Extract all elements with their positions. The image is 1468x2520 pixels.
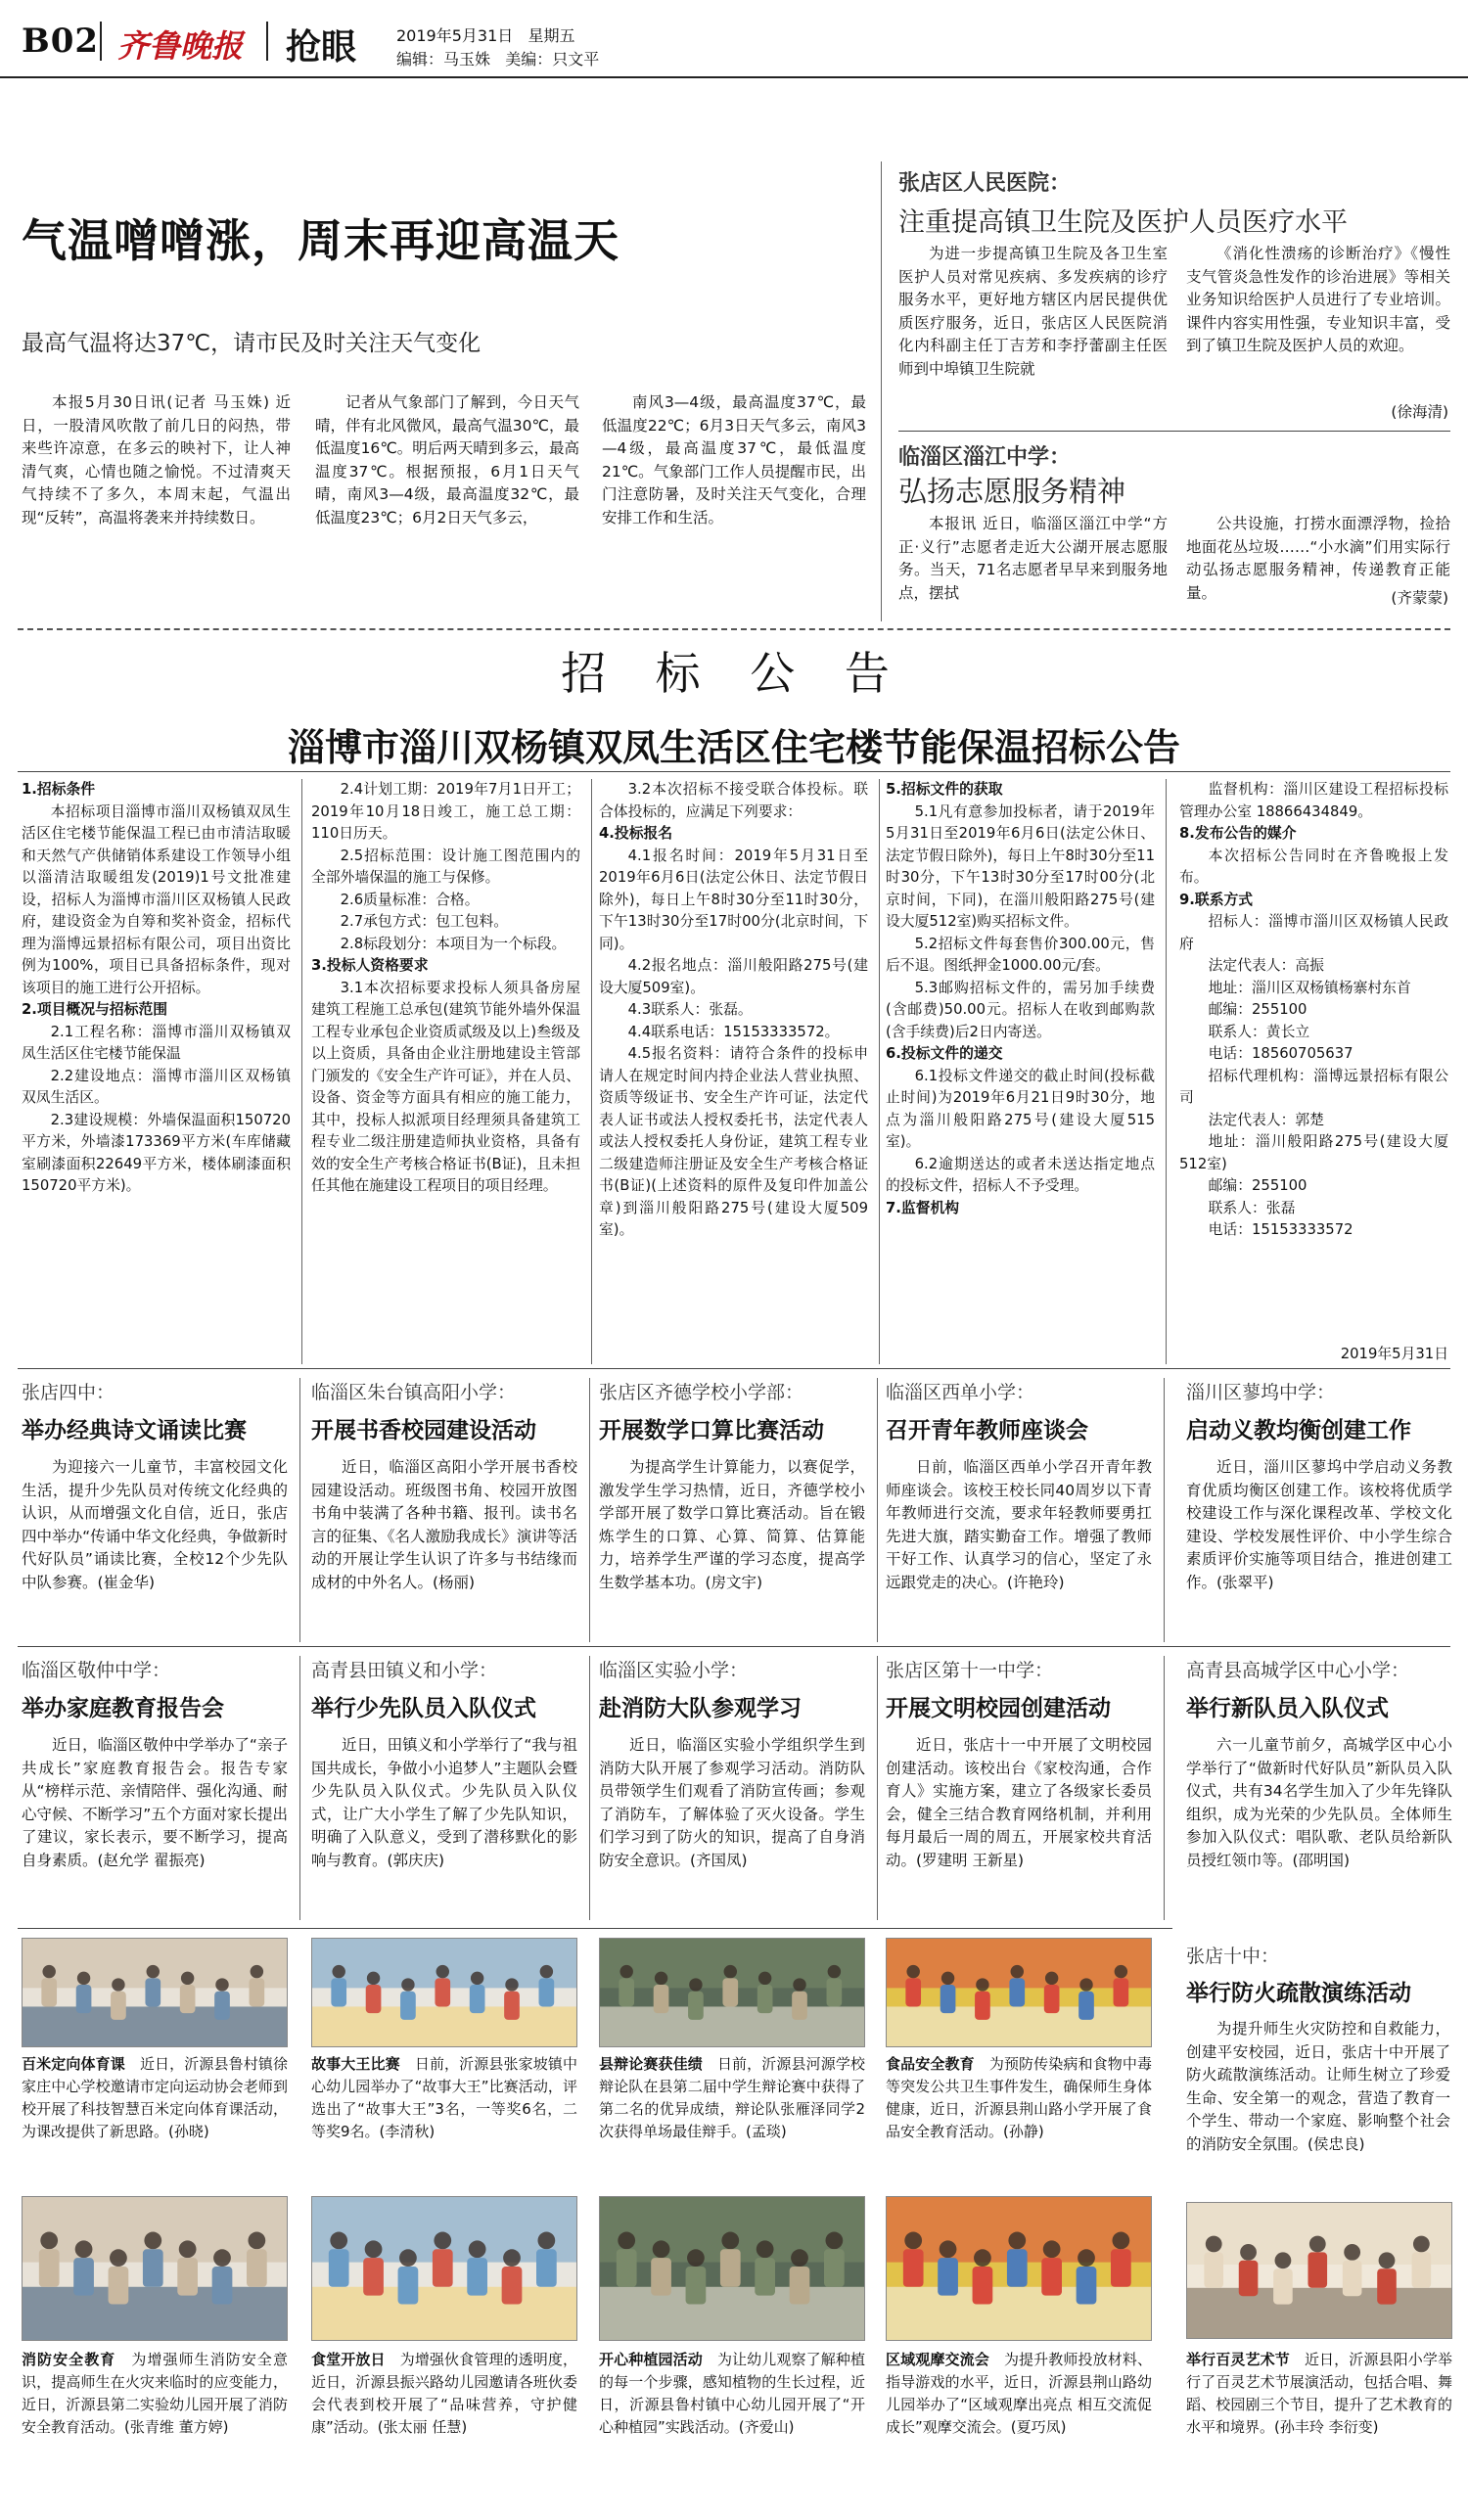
tender-paragraph: 电话：18560705637: [1208, 1045, 1353, 1062]
column-divider: [1164, 1378, 1165, 1642]
caption-text: 为增强伙食管理的透明度，近日，沂源县振兴路幼儿园邀请各班伙委会代表到校开展了“品味营养，守护健康”活动。: [311, 2351, 577, 2436]
tender-paragraph: 本次招标公告同时在齐鲁晚报上发布。: [1179, 847, 1448, 886]
divider-line: [898, 431, 1450, 432]
tender-title: 招 标 公 告: [561, 647, 907, 700]
column-divider: [877, 1656, 878, 1920]
tender-paragraph: 2.1工程名称：淄博市淄川双杨镇双凤生活区住宅楼节能保温: [22, 1023, 291, 1062]
tender-paragraph: 4.1报名时间：2019年5月31日至2019年6月6日(法定公休日、法定节假日除外)，每日上午8时30分至11时30分，下午13时30分至17时00分(北京时间，下同)。: [599, 847, 868, 952]
tender-section-heading: 4.投标报名: [599, 825, 673, 842]
brief-org: 张店区第十一中学：: [886, 1660, 1054, 1681]
tender-col-2: [311, 779, 580, 1366]
header-editor-line: 编辑：马玉姝 美编：只文平: [396, 50, 600, 69]
column-divider: [879, 779, 880, 1364]
brief-text: [22, 1734, 288, 1914]
tender-col-1: [22, 779, 291, 1366]
caption-spacer: [989, 2351, 1004, 2368]
caption-title: 县辩论赛获佳绩: [599, 2055, 703, 2073]
photo: [886, 1938, 1152, 2047]
tender-paragraph: 4.3联系人：张磊。: [627, 1001, 753, 1018]
brief-headline: 举办经典诗文诵读比赛: [22, 1418, 247, 1443]
tender-paragraph: 4.2报名地点：淄川般阳路275号(建设大厦509室)。: [599, 957, 868, 996]
tender-section-heading: 6.投标文件的递交: [886, 1045, 1003, 1062]
photo-image: [600, 1939, 865, 2047]
tender-paragraph: 监督机构：淄川区建设工程招标投标管理办公室 18866434849。: [1179, 781, 1448, 820]
caption-author: (张青维 董方婷): [124, 2418, 229, 2436]
photo-image: [887, 1939, 1152, 2047]
tender-paragraph: 联系人：张磊: [1208, 1199, 1296, 1216]
caption-spacer: [703, 2055, 717, 2073]
caption-text: 近日，沂源县阳小学举行了百灵艺术节展演活动，包括合唱、舞蹈、校园剧三个节目，提升了艺术教育的水平和境界。: [1186, 2351, 1452, 2436]
brief-headline: 启动义教均衡创建工作: [1186, 1418, 1411, 1443]
caption-author: (孙晓): [168, 2123, 209, 2140]
caption-title: 百米定向体育课: [22, 2055, 125, 2073]
zhangdian10-text: 为提升师生火灾防控和自救能力，创建平安校园，近日，张店十中开展了防火疏散演练活动。让师生树立了珍爱生命、安全第一的观念，营造了教育一个学生、带动一个家庭、影响整个社会的消防安全氛围。(侯忠良): [1186, 2020, 1450, 2153]
tender-section-heading: 1.招标条件: [22, 781, 96, 798]
tender-paragraph: 邮编：255100: [1208, 1177, 1307, 1194]
caption-title: 消防安全教育: [22, 2351, 116, 2368]
caption-title: 食品安全教育: [886, 2055, 975, 2073]
zijiang-col-1: 本报讯 近日，临淄区淄江中学“方正·义行”志愿者走近大公湖开展志愿服务。当天，71名志愿者早早来到服务地点，摆拭: [898, 515, 1168, 602]
tender-section-heading: 7.监督机构: [886, 1199, 960, 1216]
tender-paragraph: 2.6质量标准：合格。: [340, 891, 480, 908]
caption-author: (孟琰): [746, 2123, 787, 2140]
column-divider: [589, 1378, 590, 1642]
tender-col-3: [599, 779, 868, 1366]
photo-image: [1187, 2203, 1452, 2339]
brief-paragraph: 近日，张店十一中开展了文明校园创建活动。该校出台《家校沟通，合作育人》实施方案，建立了各级家长委员会，健全三结合教育网络机制，并利用每月最后一周的周五，开展家校共育活动。(罗建明 王新星): [886, 1736, 1152, 1869]
photo-caption: [311, 2349, 577, 2505]
weather-col-3: 南风3—4级，最高温度37℃，最低温度22℃；6月3日天气多云，南风3—4级，最高温度37℃，最低温度21℃。气象部门工作人员提醒市民，出门注意防暑，及时关注天气变化，合理安排工作和生活。: [602, 393, 866, 527]
tender-paragraph: 法定代表人：郭楚: [1208, 1111, 1324, 1128]
brief-headline: 开展文明校园创建活动: [886, 1696, 1111, 1721]
photo-image: [23, 2197, 288, 2341]
brief-text: [886, 1456, 1152, 1636]
zijiang-col-2: 公共设施，打捞水面漂浮物，捡拾地面花丛垃圾……“小水滴”们用实际行动弘扬志愿服务精神，传递教育正能量。: [1186, 515, 1450, 602]
divider-line: [18, 1928, 1172, 1929]
tender-col-4: [886, 779, 1155, 1366]
brief-headline: 赴消防大队参观学习: [599, 1696, 802, 1721]
weather-col-1: 本报5月30日讯(记者 马玉姝) 近日，一股清风吹散了前几日的闷热，带来些许凉意，在多云的映衬下，让人神清气爽，心情也随之愉悦。不过清爽天气持续不了多久，本周末起，气温出现“反转”，高温将袭来并持续数日。: [22, 393, 291, 527]
photo-caption: [22, 2349, 288, 2505]
brief-paragraph: 为提高学生计算能力，以赛促学，激发学生学习热情，近日，齐德学校小学部开展了数学口算比赛活动。旨在锻炼学生的口算、心算、简算、估算能力，培养学生严谨的学习态度，提高学生数学基本功。(房文宇): [599, 1458, 865, 1591]
brief-org: 临淄区实验小学：: [599, 1660, 749, 1681]
caption-spacer: [386, 2351, 400, 2368]
brief-headline: 开展书香校园建设活动: [311, 1418, 536, 1443]
photo-caption: [599, 2053, 865, 2188]
weather-headline: 气温噌噌涨，周末再迎高温天: [22, 214, 619, 267]
brief-paragraph: 日前，临淄区西单小学召开青年教师座谈会。该校王校长同40周岁以下青年教师进行交流，要求年轻教师要勇扛先进大旗，踏实勤奋工作。增强了教师干好工作、认真学习的信心，坚定了永远跟党走的决心。(许艳玲): [886, 1458, 1152, 1591]
divider-line: [18, 771, 1450, 772]
tender-paragraph: 地址：淄川区双杨镇杨寨村东首: [1208, 979, 1411, 996]
photo-image: [312, 2197, 577, 2341]
tender-paragraph: 5.2招标文件每套售价300.00元，售后不退。图纸押金1000.00元/套。: [886, 935, 1155, 974]
brief-org: 高青县高城学区中心小学：: [1186, 1660, 1410, 1681]
brief-headline: 召开青年教师座谈会: [886, 1418, 1088, 1443]
weather-col-2: 记者从气象部门了解到，今日天气晴，伴有北风微风，最高气温30℃，最低温度16℃。明后两天晴到多云，最高温度37℃。根据预报，6月1日天气晴，南风3—4级，最高温度32℃，最低温度23℃；6月2日天气多云，: [315, 393, 579, 527]
tender-paragraph: 3.2本次招标不接受联合体投标。联合体投标的，应满足下列要求：: [599, 781, 868, 820]
hospital-org: 张店区人民医院：: [898, 171, 1072, 196]
column-divider: [591, 779, 592, 1364]
photo-caption: [886, 2053, 1152, 2188]
photo-caption: [311, 2053, 577, 2188]
photo-caption: [1186, 2349, 1452, 2505]
caption-text: 日前，沂源县河源学校辩论队在县第二届中学生辩论赛中获得了第二名的优异成绩，辩论队张雁泽同学2次获得单场最佳辩手。: [599, 2055, 865, 2140]
caption-spacer: [400, 2055, 415, 2073]
hospital-author: (徐海清): [1391, 403, 1448, 421]
brief-org: 临淄区朱台镇高阳小学：: [311, 1382, 517, 1403]
brief-paragraph: 近日，临淄区敬仲中学举办了“亲子共成长”家庭教育报告会。报告专家从“榜样示范、亲情陪伴、强化沟通、耐心守候、不断学习”五个方面对家长提出了建议，家长表示，要不断学习，提高自身素质。(赵允学 翟振亮): [22, 1736, 288, 1869]
divider-line: [18, 1368, 1450, 1369]
photo-caption: [599, 2349, 865, 2505]
column-divider: [301, 779, 302, 1364]
brief-headline: 举行新队员入队仪式: [1186, 1696, 1389, 1721]
caption-spacer: [115, 2351, 131, 2368]
caption-author: (李清秋): [379, 2123, 436, 2140]
brief-paragraph: 近日，临淄区实验小学组织学生到消防大队开展了参观学习活动。消防队员带领学生们观看了消防宣传画；参观了消防车，了解体验了灭火设备。学生们学习到了防火的知识，提高了自身消防安全意识。(齐国凤): [599, 1736, 865, 1869]
caption-text: 为预防传染病和食物中毒等突发公共卫生事件发生，确保师生身体健康，近日，沂源县荆山路小学开展了食品安全教育活动。: [886, 2055, 1152, 2140]
tender-paragraph: 电话：15153333572: [1208, 1221, 1353, 1238]
brief-text: [311, 1734, 577, 1914]
tender-paragraph: 地址：淄川般阳路275号(建设大厦512室): [1179, 1133, 1448, 1172]
column-divider: [881, 161, 882, 621]
caption-title: 开心种植园活动: [599, 2351, 703, 2368]
brief-org: 临淄区西单小学：: [886, 1382, 1035, 1403]
brief-paragraph: 为迎接六一儿童节，丰富校园文化生活，提升少先队员对传统文化经典的认识，从而增强文化自信，近日，张店四中举办“传诵中华文化经典，争做新时代好队员”诵读比赛，全校12个少先队中队参赛。(崔金华): [22, 1458, 288, 1591]
tender-paragraph: 邮编：255100: [1208, 1001, 1307, 1018]
brief-text: [22, 1456, 288, 1636]
tender-paragraph: 2.4计划工期：2019年7月1日开工；2019年10月18日竣工，施工总工期：110日历天。: [311, 781, 580, 842]
caption-author: (孙静): [1003, 2123, 1044, 2140]
column-divider: [1164, 1656, 1165, 1920]
caption-text: 为提升教师投放材料、指导游戏的水平，近日，沂源县荆山路幼儿园举办了“区域观摩出亮点 相互交流促成长”观摩交流会。: [886, 2351, 1152, 2436]
tender-section-heading: 5.招标文件的获取: [886, 781, 1003, 798]
zijiang-org: 临淄区淄江中学：: [898, 445, 1072, 470]
caption-text: 近日，沂源县鲁村镇徐家庄中心学校邀请市定向运动协会老师到校开展了科技智慧百米定向体育课活动，为课改提供了新思路。: [22, 2055, 288, 2140]
brief-text: [1186, 1456, 1452, 1636]
tender-paragraph: 5.3邮购招标文件的，需另加手续费(含邮费)50.00元。招标人在收到邮购款(含手续费)后2日内寄送。: [886, 979, 1155, 1040]
tender-paragraph: 本招标项目淄博市淄川双杨镇双凤生活区住宅楼节能保温工程已由市清洁取暖和天然气产供储销体系建设工作领导小组以淄清洁取暖组发(2019)1号文批准建设，招标人为淄博市淄川区双杨镇人民政府，建设资金为自筹和奖补资金，招标代理为淄博远景招标有限公司，项目出资比例为100%，项目已具备招标条件，现对该项目的施工进行公开招标。: [22, 802, 291, 996]
newspaper-name: 齐鲁晚报: [117, 27, 244, 65]
zijiang-headline: 弘扬志愿服务精神: [898, 475, 1126, 508]
tender-section-heading: 3.投标人资格要求: [311, 957, 429, 974]
caption-spacer: [1290, 2351, 1305, 2368]
zijiang-author: (齐蒙蒙): [1391, 589, 1448, 607]
tender-section-heading: 2.项目概况与招标范围: [22, 1001, 168, 1018]
section-divider: [18, 628, 1450, 630]
brief-text: [599, 1456, 865, 1636]
brief-text: [599, 1734, 865, 1914]
brief-org: 张店区齐德学校小学部：: [599, 1382, 804, 1403]
column-divider: [877, 1378, 878, 1642]
brief-org: 高青县田镇义和小学：: [311, 1660, 498, 1681]
tender-paragraph: 2.7承包方式：包工包料。: [340, 913, 509, 930]
header-divider: [100, 22, 102, 61]
tender-paragraph: 6.2逾期送达的或者未送达指定地点的投标文件，招标人不予受理。: [886, 1155, 1155, 1194]
header-date-line: 2019年5月31日 星期五: [396, 26, 575, 45]
caption-spacer: [125, 2055, 140, 2073]
caption-title: 故事大王比赛: [311, 2055, 400, 2073]
column-divider: [299, 1378, 300, 1642]
tender-paragraph: 2.3建设规模：外墙保温面积150720平方米，外墙漆173369平方米(车库储藏室刷漆面积22649平方米，楼体刷漆面积150720平方米)。: [22, 1111, 291, 1194]
column-divider: [299, 1656, 300, 1920]
hospital-col-1: 为进一步提高镇卫生院及各卫生室医护人员对常见疾病、多发疾病的诊疗服务水平，更好地方辖区内居民提供优质医疗服务，近日，张店区人民医院消化内科副主任丁吉芳和李抒蕾副主任医师到中埠镇卫生院就: [898, 245, 1168, 378]
hospital-headline: 注重提高镇卫生院及医护人员医疗水平: [898, 207, 1348, 238]
tender-paragraph: 4.4联系电话：15153333572。: [627, 1023, 840, 1040]
photo: [599, 1938, 865, 2047]
divider-line: [18, 1646, 1450, 1647]
tender-paragraph: 3.1本次招标要求投标人须具备房屋建筑工程施工总承包(建筑节能外墙外保温工程专业承包企业资质贰级及以上)叁级及以上资质，具备由企业注册地建设主管部门颁发的《安全生产许可证》，并在人员、设备、资金等方面具有相应的施工能力，其中，投标人拟派项目经理须具备建筑工程专业二级注册建造师执业资格，具备有效的安全生产考核合格证书(B证)，且未担任其他在施建设工程项目的项目经理。: [311, 979, 580, 1194]
photo-caption: [22, 2053, 288, 2188]
photo: [599, 2196, 865, 2341]
weather-subtitle: 最高气温将达37℃，请市民及时关注天气变化: [22, 331, 482, 356]
photo: [886, 2196, 1152, 2341]
tender-paragraph: 2.8标段划分：本项目为一个标段。: [340, 935, 567, 952]
tender-section-heading: 9.联系方式: [1179, 891, 1254, 908]
header-divider: [266, 22, 268, 61]
tender-subtitle: 淄博市淄川双杨镇双凤生活区住宅楼节能保温招标公告: [287, 726, 1180, 769]
brief-headline: 举办家庭教育报告会: [22, 1696, 224, 1721]
brief-paragraph: 近日，临淄区高阳小学开展书香校园建设活动。班级图书角、校园开放图书角中装满了各种书籍、报刊。读书名言的征集、《名人激励我成长》演讲等活动的开展让学生认识了许多与书结缘而成材的中外名人。(杨丽): [311, 1458, 577, 1591]
tender-paragraph: 2.2建设地点：淄博市淄川区双杨镇双凤生活区。: [22, 1067, 291, 1106]
photo: [311, 1938, 577, 2047]
caption-spacer: [975, 2055, 989, 2073]
caption-text: 为增强师生消防安全意识，提高师生在火灾来临时的应变能力，近日，沂源县第二实验幼儿园开展了消防安全教育活动。: [22, 2351, 288, 2436]
tender-col-5: [1179, 779, 1448, 1366]
tender-paragraph: 招标代理机构：淄博远景招标有限公司: [1179, 1067, 1448, 1106]
hospital-col-2: 《消化性溃疡的诊断治疗》《慢性支气管炎急性发作的诊治进展》等相关业务知识给医护人员进行了专业培训。课件内容实用性强，专业知识丰富，受到了镇卫生院及医护人员的欢迎。: [1186, 245, 1450, 354]
column-divider: [589, 1656, 590, 1920]
photo-image: [312, 1939, 577, 2047]
brief-headline: 开展数学口算比赛活动: [599, 1418, 824, 1443]
tender-paragraph: 联系人：黄长立: [1208, 1023, 1310, 1040]
column-divider: [1166, 779, 1167, 1364]
photo-image: [600, 2197, 865, 2341]
zhangdian10-headline: 举行防火疏散演练活动: [1186, 1981, 1411, 2006]
caption-title: 举行百灵艺术节: [1186, 2351, 1290, 2368]
tender-paragraph: 2.5招标范围：设计施工图范围内的全部外墙保温的施工与保修。: [311, 847, 580, 886]
brief-org: 张店四中：: [22, 1382, 115, 1403]
caption-spacer: [703, 2351, 717, 2368]
photo-caption: [886, 2349, 1152, 2505]
tender-paragraph: 招标人：淄博市淄川区双杨镇人民政府: [1179, 913, 1448, 952]
caption-title: 区域观摩交流会: [886, 2351, 989, 2368]
tender-paragraph: 6.1投标文件递交的截止时间(投标截止时间)为2019年6月21日9时30分，地点为淄川般阳路275号(建设大厦515室)。: [886, 1067, 1155, 1150]
page-number: B02: [22, 22, 100, 61]
brief-org: 淄川区蓼坞中学：: [1186, 1382, 1336, 1403]
photo: [1186, 2202, 1452, 2339]
photo: [22, 2196, 288, 2341]
caption-text: 为让幼儿观察了解种植的每一个步骤，感知植物的生长过程，近日，沂源县鲁村镇中心幼儿园开展了“开心种植园”实践活动。: [599, 2351, 865, 2436]
brief-text: [886, 1734, 1152, 1914]
caption-author: (孙丰玲 李衍变): [1274, 2418, 1379, 2436]
brief-headline: 举行少先队员入队仪式: [311, 1696, 536, 1721]
photo-image: [23, 1939, 288, 2047]
brief-paragraph: 近日，田镇义和小学举行了“我与祖国共成长，争做小小追梦人”主题队会暨少先队员入队仪式。少先队员入队仪式，让广大小学生了解了少先队知识，明确了入队意义，受到了潜移默化的影响与教育。(郭庆庆): [311, 1736, 577, 1869]
brief-paragraph: 六一儿童节前夕，高城学区中心小学举行了“做新时代好队员”新队员入队仪式，共有34名学生加入了少年先锋队组织，成为光荣的少先队员。全体师生参加入队仪式：唱队歌、老队员给新队员授红领巾等。(邵明国): [1186, 1736, 1452, 1869]
brief-paragraph: 近日，淄川区蓼坞中学启动义务教育优质均衡区创建工作。该校将优质学校建设工作与深化课程改革、学校文化建设、学校发展性评价、中小学生综合素质评价实施等项目结合，推进创建工作。(张翠平): [1186, 1458, 1452, 1591]
tender-date: 2019年5月31日: [1340, 1346, 1448, 1362]
tender-section-heading: 8.发布公告的媒介: [1179, 825, 1297, 842]
tender-paragraph: 5.1凡有意参加投标者，请于2019年5月31日至2019年6月6日(法定公休日、法定节假日除外)，每日上午8时30分至11时30分，下午13时30分至17时00分(北京时间，下同)，在淄川般阳路275号(建设大厦512室)购买招标文件。: [886, 802, 1155, 930]
photo: [311, 2196, 577, 2341]
brief-text: [1186, 1734, 1452, 1914]
zhangdian10-org: 张店十中：: [1186, 1946, 1280, 1967]
section-name: 抢眼: [286, 27, 357, 68]
caption-title: 食堂开放日: [311, 2351, 386, 2368]
tender-paragraph: 4.5报名资料：请符合条件的投标申请人在规定时间内持企业法人营业执照、资质等级证书、安全生产许可证，法定代表人证书或法人授权委托书，法定代表人或法人授权委托人身份证，建筑工程专业二级建造师注册证及安全生产考核合格证书(B证)(上述资料的原件及复印件加盖公章)到淄川般阳路275号(建设大厦509室)。: [599, 1045, 868, 1238]
tender-paragraph: 法定代表人：高振: [1208, 957, 1324, 974]
caption-author: (齐爱山): [738, 2418, 795, 2436]
caption-author: (夏巧凤): [1010, 2418, 1067, 2436]
caption-author: (张太丽 任慧): [377, 2418, 468, 2436]
photo: [22, 1938, 288, 2047]
brief-text: [311, 1456, 577, 1636]
photo-image: [887, 2197, 1152, 2341]
caption-text: 日前，沂源县张家坡镇中心幼儿园举办了“故事大王”比赛活动，评选出了“故事大王”3名，一等奖6名，二等奖9名。: [311, 2055, 577, 2140]
brief-org: 临淄区敬仲中学：: [22, 1660, 171, 1681]
